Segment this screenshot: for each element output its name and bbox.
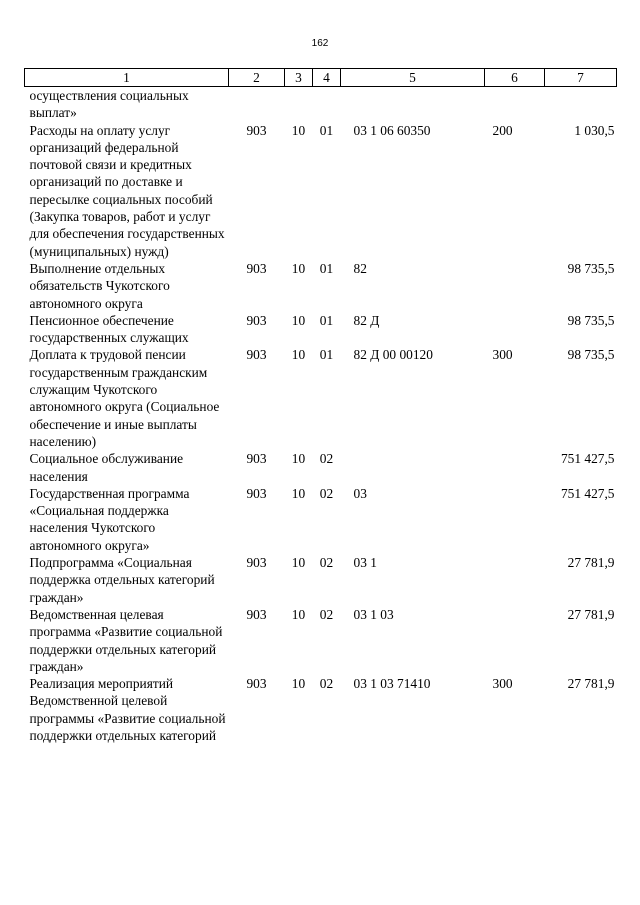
- row-section: 10: [291, 312, 306, 328]
- column-header-4: 4: [313, 69, 341, 87]
- row-name: Доплата к трудовой пенсии государственным гражданским служащим Чукотского автономного округа (Социальное обеспечение и иные выплаты населению): [29, 347, 220, 449]
- row-subsection: 02: [319, 555, 334, 571]
- row-target: [341, 450, 485, 485]
- row-target: 03: [353, 485, 367, 501]
- row-amount: [545, 87, 617, 122]
- table-row: [25, 450, 617, 485]
- column-header-2: 2: [229, 69, 285, 87]
- row-ministry: 903: [246, 122, 267, 138]
- row-section: [285, 87, 313, 122]
- row-target: 82 Д: [353, 312, 380, 328]
- row-name: Пенсионное обеспечение государственных служащих: [29, 312, 189, 346]
- row-name: Реализация мероприятий Ведомственной целевой программы «Развитие социальной поддержки отдельных категорий: [29, 676, 226, 743]
- row-section: 10: [291, 555, 306, 571]
- row-ministry: [229, 87, 285, 122]
- row-target: 03 1 06 60350: [353, 122, 431, 138]
- row-subsection: 01: [319, 347, 334, 363]
- row-amount: 98 735,5: [567, 312, 615, 328]
- page-number: 162: [311, 38, 329, 49]
- row-expense-type: 300: [492, 347, 513, 363]
- table-row: [25, 675, 617, 744]
- row-section: 10: [291, 485, 306, 501]
- row-ministry: 903: [246, 676, 267, 692]
- row-ministry: 903: [246, 606, 267, 622]
- row-target: 82 Д 00 00120: [353, 347, 433, 363]
- row-amount: 27 781,9: [567, 606, 615, 622]
- table-row: [25, 87, 617, 122]
- budget-table: [24, 68, 617, 744]
- row-subsection: 01: [319, 260, 334, 276]
- row-target: 03 1 03 71410: [353, 676, 431, 692]
- table-row: [25, 260, 617, 312]
- row-amount: 751 427,5: [560, 485, 615, 501]
- column-header-1: 1: [25, 69, 229, 87]
- row-amount: 27 781,9: [567, 676, 615, 692]
- row-expense-type: [485, 606, 545, 675]
- row-expense-type: [485, 260, 545, 312]
- row-name: Подпрограмма «Социальная поддержка отдельных категорий граждан»: [29, 555, 215, 605]
- row-section: 10: [291, 676, 306, 692]
- row-subsection: [313, 87, 341, 122]
- table-row: [25, 122, 617, 260]
- row-section: 10: [291, 451, 306, 467]
- row-section: 10: [291, 122, 306, 138]
- row-target: [341, 87, 485, 122]
- row-target: 03 1 03: [353, 606, 394, 622]
- column-header-5: 5: [341, 69, 485, 87]
- row-name: Ведомственная целевая программа «Развитие социальной поддержки отдельных категорий граждан»: [29, 606, 223, 674]
- row-section: 10: [291, 260, 306, 276]
- row-ministry: 903: [246, 555, 267, 571]
- row-name: Социальное обслуживание населения: [29, 451, 184, 484]
- row-name: Расходы на оплату услуг организаций федеральной почтовой связи и кредитных организаций по доставке и пересылке социальных пособий (Закупка товаров, работ и услуг для обеспечения государственных (муниципальных) нужд): [29, 122, 225, 259]
- row-expense-type: [485, 554, 545, 606]
- column-header-6: 6: [485, 69, 545, 87]
- row-name: осуществления социальных выплат»: [29, 88, 189, 121]
- row-expense-type: 200: [492, 122, 513, 138]
- row-ministry: 903: [246, 485, 267, 501]
- row-target: 82: [353, 260, 367, 276]
- row-section: 10: [291, 347, 306, 363]
- row-subsection: 02: [319, 451, 334, 467]
- column-header-3: 3: [285, 69, 313, 87]
- column-header-7: 7: [545, 69, 617, 87]
- row-amount: 98 735,5: [567, 347, 615, 363]
- row-section: 10: [291, 606, 306, 622]
- row-name: Государственная программа «Социальная поддержка населения Чукотского автономного округа»: [29, 485, 190, 553]
- row-expense-type: [485, 87, 545, 122]
- row-ministry: 903: [246, 347, 267, 363]
- row-expense-type: [485, 485, 545, 554]
- row-subsection: 02: [319, 676, 334, 692]
- row-amount: 98 735,5: [567, 260, 615, 276]
- row-ministry: 903: [246, 451, 267, 467]
- table-row: [25, 346, 617, 450]
- row-ministry: 903: [246, 312, 267, 328]
- row-expense-type: [485, 450, 545, 485]
- row-amount: 1 030,5: [574, 122, 615, 138]
- table-row: [25, 312, 617, 347]
- row-subsection: 02: [319, 485, 334, 501]
- row-expense-type: [485, 312, 545, 347]
- table-row: [25, 554, 617, 606]
- table-header-row: [25, 69, 617, 87]
- table-row: [25, 606, 617, 675]
- row-amount: 27 781,9: [567, 555, 615, 571]
- row-expense-type: 300: [492, 676, 513, 692]
- row-name: Выполнение отдельных обязательств Чукотского автономного округа: [29, 260, 170, 311]
- row-target: 03 1: [353, 555, 377, 571]
- row-subsection: 02: [319, 606, 334, 622]
- table-row: [25, 485, 617, 554]
- row-subsection: 01: [319, 312, 334, 328]
- row-ministry: 903: [246, 260, 267, 276]
- row-amount: 751 427,5: [560, 451, 615, 467]
- row-subsection: 01: [319, 122, 334, 138]
